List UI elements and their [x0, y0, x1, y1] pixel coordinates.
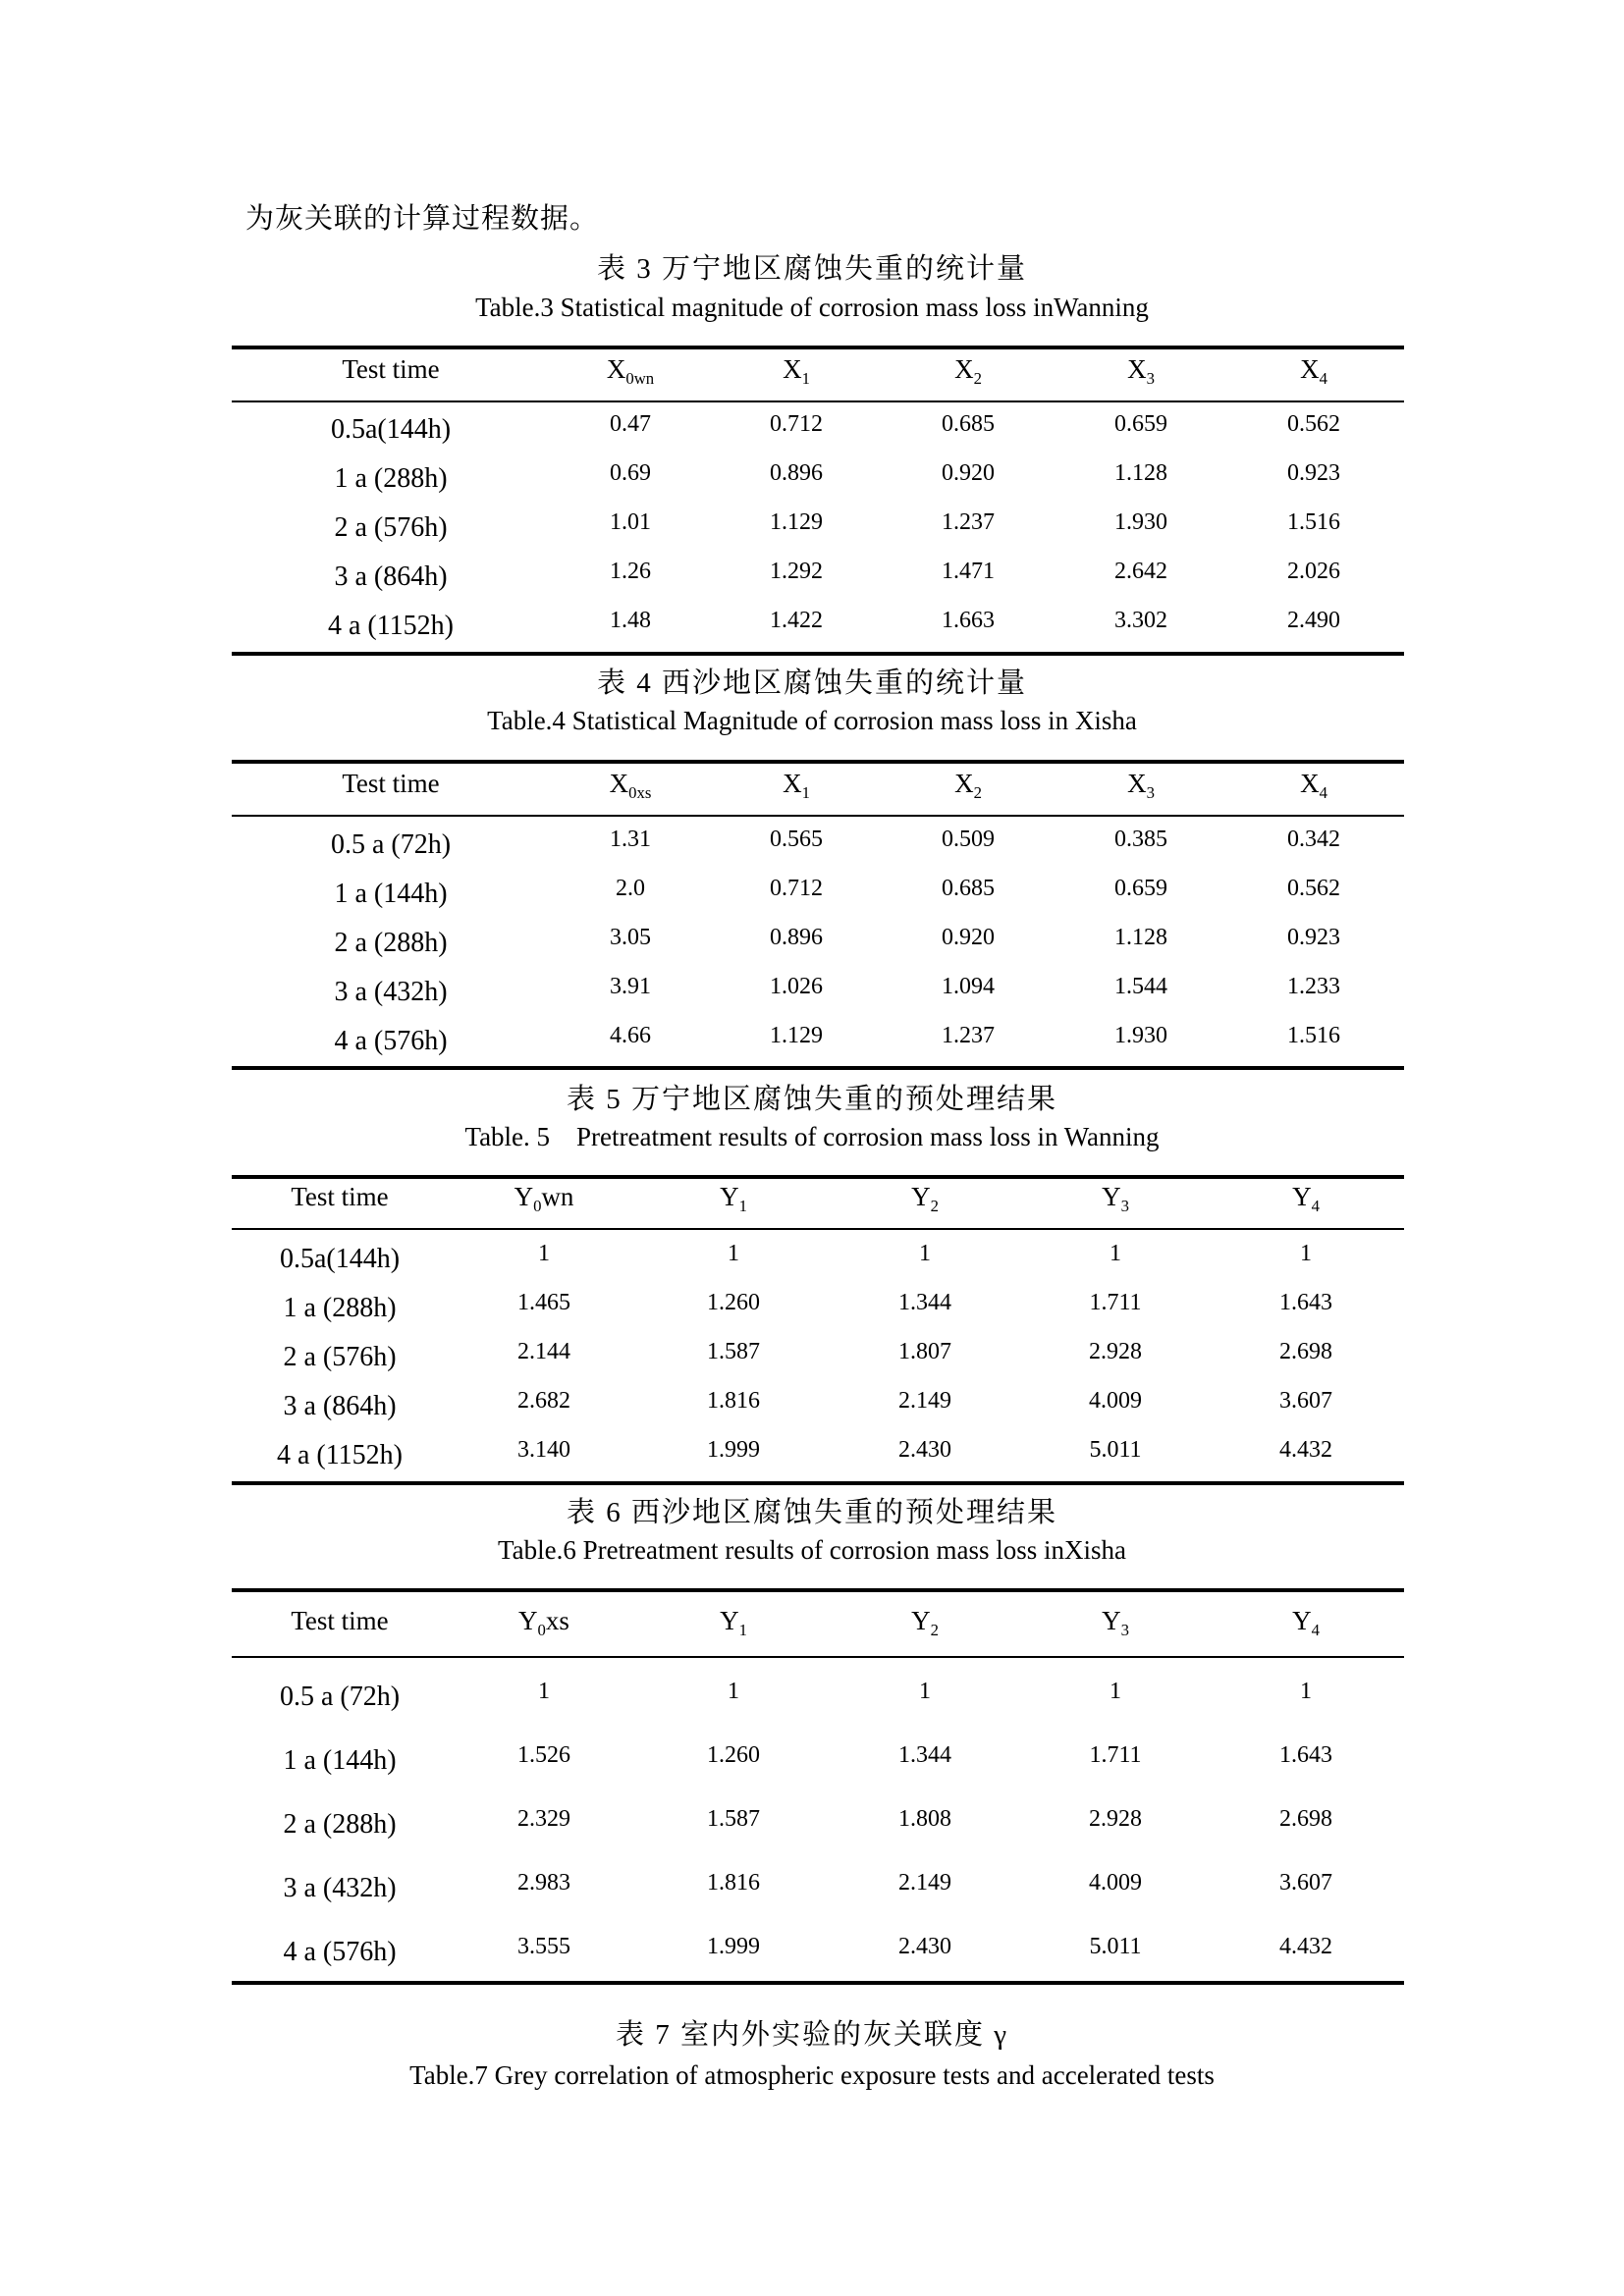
value-cell: 1: [538, 1241, 550, 1266]
table-3-caption-cn: 表 3 万宁地区腐蚀失重的统计量: [596, 253, 1027, 285]
value-cell: 1.526: [517, 1742, 570, 1768]
value-cell: 2.149: [898, 1870, 951, 1896]
value-cell: 2.490: [1287, 608, 1340, 633]
value-cell: 0.69: [610, 460, 651, 486]
header-subscript: 3: [1146, 368, 1155, 388]
header-symbol: X: [1127, 769, 1147, 798]
header-subscript: 1: [801, 782, 810, 802]
value-cell: 2.144: [517, 1339, 570, 1364]
header-subscript: 3: [1120, 1620, 1129, 1639]
table-4-caption-cn: 表 4 西沙地区腐蚀失重的统计量: [596, 667, 1027, 699]
value-cell: 1.237: [942, 1023, 995, 1048]
value-cell: 2.682: [517, 1388, 570, 1414]
table-6: [232, 1588, 1404, 1985]
table-top-rule: [232, 1175, 1404, 1179]
value-cell: 1.128: [1114, 460, 1167, 486]
header-subscript: 0xs: [628, 782, 652, 802]
table-4: [232, 760, 1404, 1070]
header-subscript: 3: [1146, 782, 1155, 802]
test-time-cell: 4 a (1152h): [276, 1440, 404, 1470]
value-cell: 1.999: [707, 1934, 760, 1959]
test-time-cell: 4 a (1152h): [327, 611, 455, 641]
column-header: Test time: [342, 769, 440, 798]
value-cell: 1.816: [707, 1388, 760, 1414]
table-7-caption-cn: 表 7 室内外实验的灰关联度 γ: [615, 2019, 1009, 2051]
header-subscript: 4: [1311, 1620, 1320, 1639]
header-symbol: Y: [514, 1182, 534, 1211]
table-top-rule: [232, 346, 1404, 349]
value-cell: 2.430: [898, 1934, 951, 1959]
value-cell: 1.711: [1089, 1742, 1142, 1768]
header-suffix: xs: [545, 1606, 569, 1635]
value-cell: 1.237: [942, 509, 995, 535]
table-header-rule: [232, 400, 1404, 402]
header-subscript: 2: [930, 1196, 939, 1215]
header-subscript: 0: [537, 1620, 546, 1639]
value-cell: 1.516: [1287, 509, 1340, 535]
test-time-cell: 1 a (288h): [334, 463, 448, 494]
column-header: [1188, 1606, 1424, 1639]
value-cell: 0.923: [1287, 925, 1340, 950]
value-cell: 1: [919, 1679, 931, 1704]
value-cell: 3.302: [1114, 608, 1167, 633]
value-cell: 1.643: [1279, 1742, 1332, 1768]
header-symbol: X: [1127, 354, 1147, 384]
value-cell: 2.928: [1089, 1806, 1142, 1832]
value-cell: 1.516: [1287, 1023, 1340, 1048]
value-cell: 1.587: [707, 1339, 760, 1364]
value-cell: 0.685: [942, 876, 995, 901]
value-cell: 0.920: [942, 460, 995, 486]
value-cell: 1.711: [1089, 1290, 1142, 1315]
value-cell: 1.260: [707, 1290, 760, 1315]
header-symbol: Y: [1292, 1182, 1312, 1211]
value-cell: 1.48: [610, 608, 651, 633]
table-top-rule: [232, 1588, 1404, 1592]
value-cell: 4.432: [1279, 1934, 1332, 1959]
test-time-cell: 1 a (144h): [283, 1745, 397, 1776]
value-cell: 1: [1110, 1679, 1121, 1704]
header-subscript: 2: [973, 782, 982, 802]
header-symbol: Y: [720, 1606, 739, 1635]
header-symbol: Y: [1102, 1182, 1121, 1211]
column-header: [1196, 769, 1432, 802]
test-time-cell: 0.5 a (72h): [279, 1682, 401, 1712]
header-subscript: 4: [1319, 782, 1327, 802]
intro-text: 为灰关联的计算过程数据。: [245, 203, 600, 235]
value-cell: 2.026: [1287, 559, 1340, 584]
value-cell: 4.009: [1089, 1870, 1142, 1896]
header-subscript: 1: [801, 368, 810, 388]
header-symbol: X: [783, 769, 802, 798]
header-symbol: X: [1300, 769, 1320, 798]
value-cell: 1.808: [898, 1806, 951, 1832]
table-bottom-rule: [232, 652, 1404, 656]
header-subscript: 4: [1311, 1196, 1320, 1215]
test-time-cell: 4 a (576h): [283, 1937, 397, 1967]
header-subscript: 0: [533, 1196, 542, 1215]
test-time-cell: 2 a (576h): [283, 1342, 397, 1372]
value-cell: 0.712: [770, 876, 823, 901]
value-cell: 0.385: [1114, 827, 1167, 852]
header-symbol: X: [954, 769, 974, 798]
test-time-cell: 3 a (432h): [283, 1873, 397, 1903]
table-header-rule: [232, 1228, 1404, 1230]
value-cell: 1.930: [1114, 1023, 1167, 1048]
value-cell: 1: [728, 1241, 739, 1266]
value-cell: 1.01: [610, 509, 651, 535]
value-cell: 2.329: [517, 1806, 570, 1832]
value-cell: 1: [538, 1679, 550, 1704]
value-cell: 1.807: [898, 1339, 951, 1364]
value-cell: 1.26: [610, 559, 651, 584]
value-cell: 0.920: [942, 925, 995, 950]
test-time-cell: 2 a (576h): [334, 512, 448, 543]
value-cell: 1.026: [770, 974, 823, 999]
table-7-caption-en: Table.7 Grey correlation of atmospheric exposure tests and accelerated tests: [409, 2060, 1215, 2090]
value-cell: 1.233: [1287, 974, 1340, 999]
value-cell: 0.685: [942, 411, 995, 437]
table-3: [232, 346, 1404, 656]
column-header: [1196, 354, 1432, 388]
value-cell: 1.544: [1114, 974, 1167, 999]
value-cell: 0.896: [770, 925, 823, 950]
value-cell: 4.432: [1279, 1437, 1332, 1463]
value-cell: 1: [1110, 1241, 1121, 1266]
value-cell: 0.562: [1287, 411, 1340, 437]
header-subscript: 0wn: [625, 368, 655, 388]
value-cell: 0.896: [770, 460, 823, 486]
header-subscript: 2: [973, 368, 982, 388]
test-time-cell: 3 a (864h): [283, 1391, 397, 1421]
test-time-cell: 3 a (432h): [334, 977, 448, 1007]
test-time-cell: 0.5a(144h): [330, 414, 452, 445]
value-cell: 1.422: [770, 608, 823, 633]
value-cell: 0.565: [770, 827, 823, 852]
value-cell: 1.129: [770, 509, 823, 535]
value-cell: 0.923: [1287, 460, 1340, 486]
value-cell: 5.011: [1089, 1437, 1142, 1463]
value-cell: 1: [728, 1679, 739, 1704]
value-cell: 1.643: [1279, 1290, 1332, 1315]
test-time-cell: 1 a (288h): [283, 1293, 397, 1323]
table-bottom-rule: [232, 1981, 1404, 1985]
header-symbol: X: [783, 354, 802, 384]
table-5-caption-en: Table. 5 Pretreatment results of corrosion mass loss in Wanning: [464, 1122, 1160, 1151]
header-symbol: X: [1300, 354, 1320, 384]
value-cell: 2.430: [898, 1437, 951, 1463]
table-6-caption-en: Table.6 Pretreatment results of corrosion mass loss inXisha: [498, 1535, 1126, 1565]
test-time-cell: 2 a (288h): [283, 1809, 397, 1840]
table-4-caption-en: Table.4 Statistical Magnitude of corrosion mass loss in Xisha: [487, 706, 1137, 735]
value-cell: 4.66: [610, 1023, 651, 1048]
header-symbol: Y: [911, 1606, 931, 1635]
value-cell: 0.342: [1287, 827, 1340, 852]
column-header: Test time: [291, 1606, 389, 1635]
header-symbol: Y: [720, 1182, 739, 1211]
test-time-cell: 2 a (288h): [334, 928, 448, 958]
value-cell: 5.011: [1089, 1934, 1142, 1959]
test-time-cell: 3 a (864h): [334, 561, 448, 592]
table-5-caption-cn: 表 5 万宁地区腐蚀失重的预处理结果: [566, 1084, 1057, 1115]
value-cell: 1.816: [707, 1870, 760, 1896]
header-symbol: Y: [518, 1606, 538, 1635]
table-5: [232, 1175, 1404, 1485]
header-symbol: Y: [911, 1182, 931, 1211]
value-cell: 1: [1300, 1679, 1312, 1704]
value-cell: 1.930: [1114, 509, 1167, 535]
header-symbol: X: [954, 354, 974, 384]
value-cell: 1.663: [942, 608, 995, 633]
header-subscript: 3: [1120, 1196, 1129, 1215]
value-cell: 3.555: [517, 1934, 570, 1959]
header-subscript: 1: [738, 1196, 747, 1215]
value-cell: 2.0: [616, 876, 645, 901]
header-symbol: X: [606, 354, 626, 384]
test-time-cell: 0.5 a (72h): [330, 829, 452, 860]
value-cell: 3.05: [610, 925, 651, 950]
value-cell: 0.659: [1114, 411, 1167, 437]
value-cell: 4.009: [1089, 1388, 1142, 1414]
value-cell: 3.607: [1279, 1388, 1332, 1414]
table-header-rule: [232, 1656, 1404, 1658]
value-cell: 3.140: [517, 1437, 570, 1463]
value-cell: 2.983: [517, 1870, 570, 1896]
header-symbol: Y: [1102, 1606, 1121, 1635]
column-header: [1188, 1182, 1424, 1215]
value-cell: 3.607: [1279, 1870, 1332, 1896]
value-cell: 0.509: [942, 827, 995, 852]
header-subscript: 2: [930, 1620, 939, 1639]
value-cell: 2.698: [1279, 1339, 1332, 1364]
header-subscript: 1: [738, 1620, 747, 1639]
value-cell: 1.999: [707, 1437, 760, 1463]
test-time-cell: 1 a (144h): [334, 879, 448, 909]
test-time-cell: 0.5a(144h): [279, 1244, 401, 1274]
value-cell: 1.471: [942, 559, 995, 584]
value-cell: 1.344: [898, 1290, 951, 1315]
value-cell: 0.562: [1287, 876, 1340, 901]
header-symbol: Y: [1292, 1606, 1312, 1635]
value-cell: 1.292: [770, 559, 823, 584]
value-cell: 1: [919, 1241, 931, 1266]
column-header: Test time: [291, 1182, 389, 1211]
value-cell: 1.094: [942, 974, 995, 999]
value-cell: 1.260: [707, 1742, 760, 1768]
header-subscript: 4: [1319, 368, 1327, 388]
table-bottom-rule: [232, 1066, 1404, 1070]
table-header-rule: [232, 815, 1404, 817]
table-top-rule: [232, 760, 1404, 764]
table-3-caption-en: Table.3 Statistical magnitude of corrosion mass loss inWanning: [475, 293, 1149, 322]
value-cell: 1.31: [610, 827, 651, 852]
table-bottom-rule: [232, 1481, 1404, 1485]
value-cell: 2.698: [1279, 1806, 1332, 1832]
value-cell: 1.587: [707, 1806, 760, 1832]
value-cell: 0.712: [770, 411, 823, 437]
value-cell: 1.128: [1114, 925, 1167, 950]
column-header: Test time: [342, 354, 440, 384]
table-6-caption-cn: 表 6 西沙地区腐蚀失重的预处理结果: [566, 1497, 1057, 1528]
value-cell: 2.928: [1089, 1339, 1142, 1364]
test-time-cell: 4 a (576h): [334, 1026, 448, 1056]
value-cell: 1: [1300, 1241, 1312, 1266]
value-cell: 0.659: [1114, 876, 1167, 901]
value-cell: 2.149: [898, 1388, 951, 1414]
value-cell: 2.642: [1114, 559, 1167, 584]
value-cell: 1.344: [898, 1742, 951, 1768]
header-suffix: wn: [541, 1182, 574, 1211]
value-cell: 1.465: [517, 1290, 570, 1315]
value-cell: 1.129: [770, 1023, 823, 1048]
value-cell: 3.91: [610, 974, 651, 999]
header-symbol: X: [609, 769, 629, 798]
value-cell: 0.47: [610, 411, 651, 437]
